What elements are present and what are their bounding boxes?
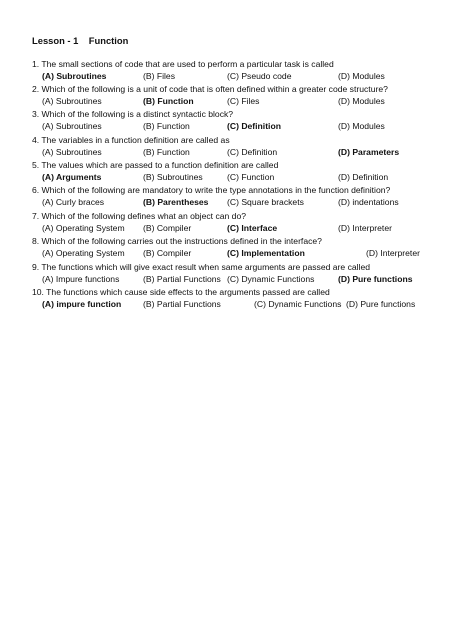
answer-option: (B) Partial Functions (143, 299, 221, 309)
question-text: 5. The values which are passed to a function definition are called (32, 160, 279, 170)
answer-option: (C) Square brackets (227, 197, 304, 207)
answer-option-correct: (C) Definition (227, 121, 281, 131)
answer-option: (C) Definition (227, 147, 278, 157)
answer-option: (B) Compiler (143, 248, 192, 258)
answer-option: (A) Subroutines (42, 96, 102, 106)
answer-option-correct: (C) Implementation (227, 248, 305, 258)
options-row (42, 172, 474, 184)
answer-option: (A) Operating System (42, 248, 125, 258)
answer-option: (D) Modules (338, 121, 385, 131)
answer-option: (A) Subroutines (42, 121, 102, 131)
options-row (42, 223, 474, 235)
answer-option-correct: (A) impure function (42, 299, 122, 309)
answer-option: (D) indentations (338, 197, 399, 207)
question-text: 9. The functions which will give exact result when same arguments are passed are called (32, 262, 371, 272)
options-row (42, 147, 474, 159)
answer-option-correct: (D) Pure functions (338, 274, 413, 284)
question-text: 2. Which of the following is a unit of code that is often defined within a greater code structure? (32, 84, 388, 94)
answer-option: (B) Function (143, 121, 190, 131)
answer-option: (A) Impure functions (42, 274, 120, 284)
answer-option: (C) Pseudo code (227, 71, 292, 81)
options-row (42, 299, 474, 311)
answer-option-correct: (B) Function (143, 96, 194, 106)
options-row (42, 248, 474, 260)
answer-option: (A) Operating System (42, 223, 125, 233)
answer-option: (D) Definition (338, 172, 389, 182)
answer-option: (B) Files (143, 71, 175, 81)
answer-option: (A) Curly braces (42, 197, 105, 207)
answer-option: (C) Dynamic Functions (254, 299, 342, 309)
answer-option: (B) Function (143, 147, 190, 157)
answer-option: (D) Interpreter (366, 248, 420, 258)
answer-option-correct: (A) Arguments (42, 172, 102, 182)
answer-option-correct: (B) Parentheses (143, 197, 209, 207)
options-row (42, 71, 474, 83)
options-row (42, 197, 474, 209)
question-text: 8. Which of the following carries out the instructions defined in the interface? (32, 236, 322, 246)
answer-option: (D) Pure functions (346, 299, 416, 309)
answer-option: (D) Modules (338, 96, 385, 106)
answer-option: (A) Subroutines (42, 147, 102, 157)
answer-option-correct: (C) Interface (227, 223, 278, 233)
question-text: 1. The small sections of code that are used to perform a particular task is called (32, 59, 334, 69)
question-text: 6. Which of the following are mandatory to write the type annotations in the function definition? (32, 185, 391, 195)
answer-option: (D) Modules (338, 71, 385, 81)
answer-option: (B) Partial Functions (143, 274, 221, 284)
options-row (42, 274, 474, 286)
answer-option-correct: (D) Parameters (338, 147, 400, 157)
answer-option-correct: (A) Subroutines (42, 71, 107, 81)
question-text: 7. Which of the following defines what an object can do? (32, 211, 247, 221)
lesson-title: Lesson - 1 Function (32, 35, 129, 46)
answer-option: (B) Subroutines (143, 172, 203, 182)
answer-option: (B) Compiler (143, 223, 192, 233)
options-row (42, 96, 474, 108)
answer-option: (C) Function (227, 172, 275, 182)
question-text: 3. Which of the following is a distinct syntactic block? (32, 109, 234, 119)
answer-option: (C) Files (227, 96, 260, 106)
question-text: 10. The functions which cause side effects to the arguments passed are called (32, 287, 330, 297)
question-text: 4. The variables in a function definition are called as (32, 135, 230, 145)
answer-option: (D) Interpreter (338, 223, 392, 233)
answer-option: (C) Dynamic Functions (227, 274, 315, 284)
options-row (42, 121, 474, 133)
